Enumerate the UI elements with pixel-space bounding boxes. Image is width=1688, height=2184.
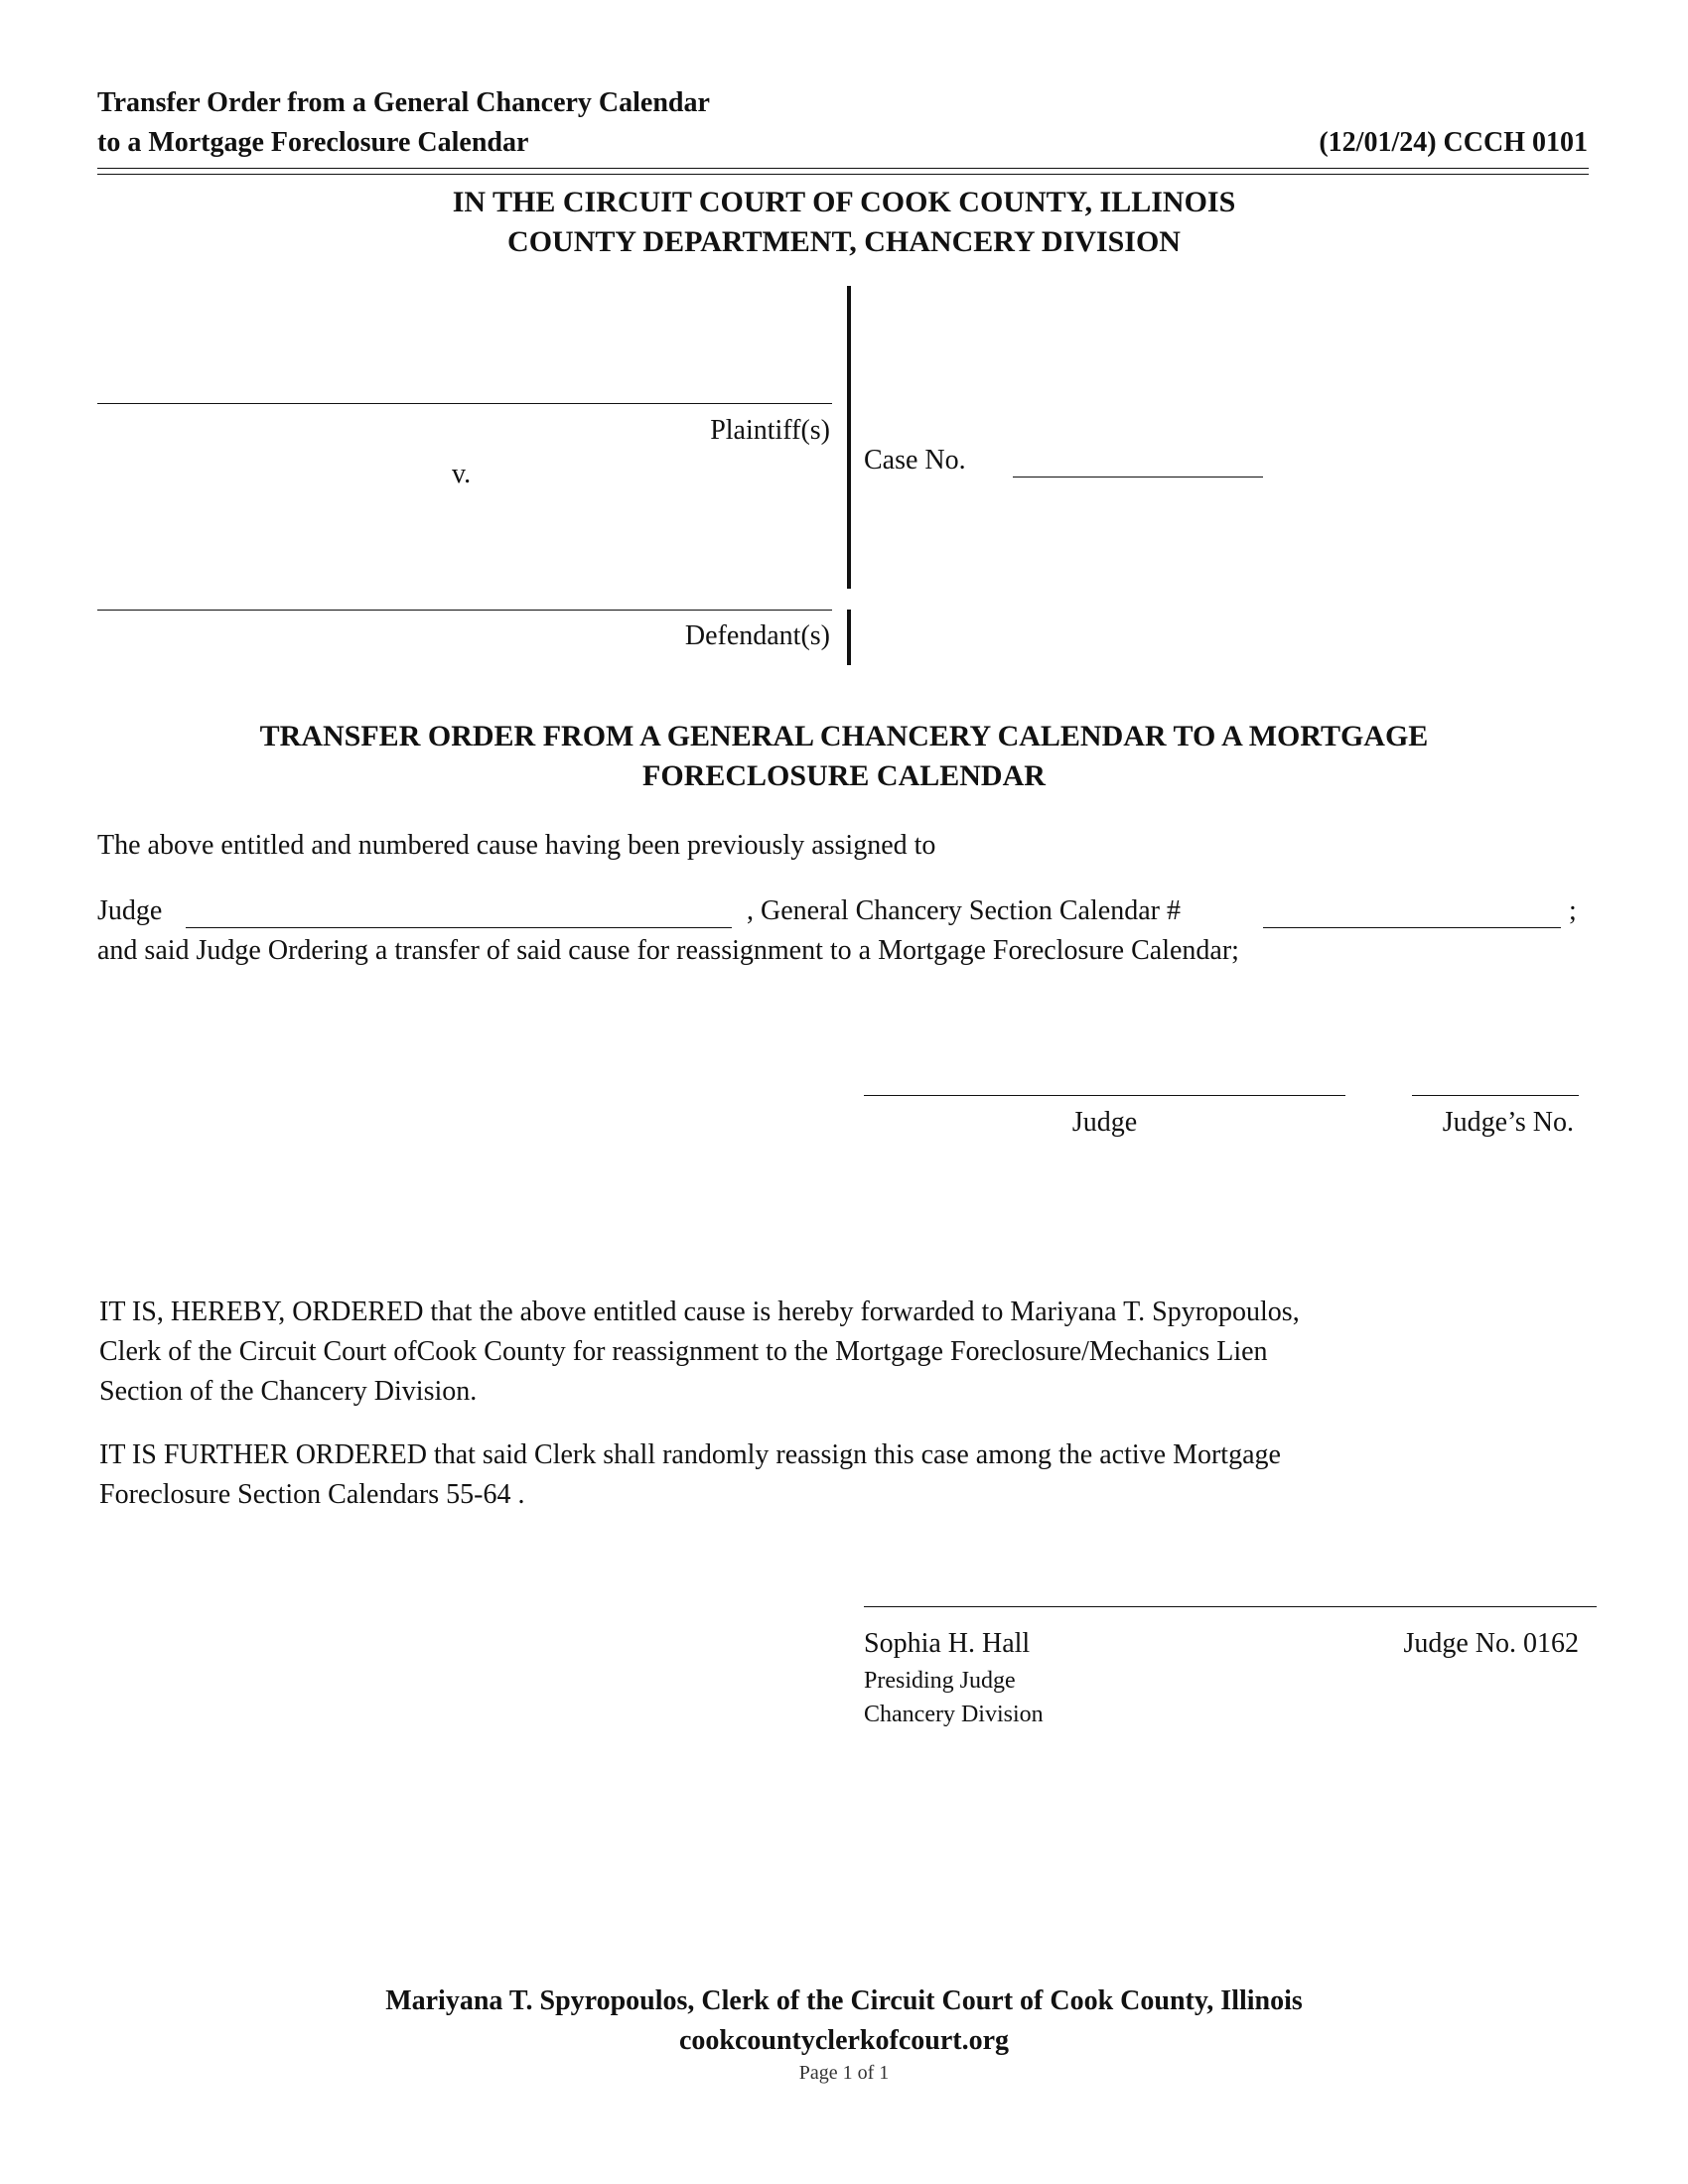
- case-no-field[interactable]: [1013, 445, 1263, 478]
- assigned-judge-field[interactable]: [186, 895, 732, 928]
- footer-clerk-line: Mariyana T. Spyropoulos, Clerk of the Circuit Court of Cook County, Illinois: [385, 1985, 1303, 2016]
- order-para2-line1: IT IS FURTHER ORDERED that said Clerk shall randomly reassign this case among the active Mortgage: [99, 1439, 1281, 1470]
- header-rule-top: [97, 168, 1589, 169]
- judge-label: Judge: [97, 895, 163, 926]
- judge-signature-line[interactable]: [864, 1095, 1345, 1096]
- order-title-line2: FORECLOSURE CALENDAR: [642, 759, 1046, 792]
- presiding-judge-number: Judge No. 0162: [1403, 1628, 1579, 1659]
- calendar-number-field[interactable]: [1263, 895, 1561, 928]
- court-department: COUNTY DEPARTMENT, CHANCERY DIVISION: [507, 225, 1181, 258]
- order-para1-line2: Clerk of the Circuit Court ofCook County for reassignment to the Mortgage Foreclosure/Mechanics Lien: [99, 1336, 1268, 1367]
- case-no-label: Case No.: [864, 445, 966, 476]
- court-name: IN THE CIRCUIT COURT OF COOK COUNTY, ILLINOIS: [452, 186, 1236, 218]
- semicolon: ;: [1569, 895, 1577, 926]
- calendar-label: , General Chancery Section Calendar #: [747, 895, 1181, 926]
- order-para2-line2: Foreclosure Section Calendars 55-64 .: [99, 1479, 525, 1510]
- intro-text: The above entitled and numbered cause having been previously assigned to: [97, 830, 936, 861]
- plaintiff-label: Plaintiff(s): [710, 415, 830, 446]
- form-title-line2: to a Mortgage Foreclosure Calendar: [97, 127, 529, 158]
- judge-number-label: Judge’s No.: [1442, 1107, 1574, 1138]
- order-para1-line1: IT IS, HEREBY, ORDERED that the above entitled cause is hereby forwarded to Mariyana T. Spyropoulos,: [99, 1297, 1300, 1327]
- order-para1-line3: Section of the Chancery Division.: [99, 1376, 478, 1407]
- judge-signature-label: Judge: [1071, 1107, 1138, 1138]
- order-title-line1: TRANSFER ORDER FROM A GENERAL CHANCERY CALENDAR TO A MORTGAGE: [259, 720, 1429, 752]
- versus-label: v.: [452, 459, 472, 489]
- form-title-line1: Transfer Order from a General Chancery Calendar: [97, 87, 710, 118]
- plaintiff-name-line[interactable]: [97, 403, 832, 404]
- presiding-judge-division: Chancery Division: [864, 1702, 1044, 1727]
- presiding-judge-name: Sophia H. Hall: [864, 1628, 1031, 1659]
- page-number: Page 1 of 1: [798, 2062, 890, 2084]
- footer-website[interactable]: cookcountyclerkofcourt.org: [678, 2025, 1010, 2056]
- defendant-name-line[interactable]: [97, 610, 832, 611]
- presiding-judge-signature-line[interactable]: [864, 1606, 1597, 1607]
- ordering-text: and said Judge Ordering a transfer of said cause for reassignment to a Mortgage Foreclosure Calendar;: [97, 935, 1239, 966]
- judge-number-line[interactable]: [1412, 1095, 1579, 1096]
- caption-divider-lower: [847, 610, 851, 665]
- caption-divider-upper: [847, 286, 851, 589]
- form-code: (12/01/24) CCCH 0101: [1319, 127, 1588, 158]
- header-rule-bottom: [97, 174, 1589, 175]
- defendant-label: Defendant(s): [684, 620, 830, 651]
- presiding-judge-title: Presiding Judge: [864, 1668, 1016, 1694]
